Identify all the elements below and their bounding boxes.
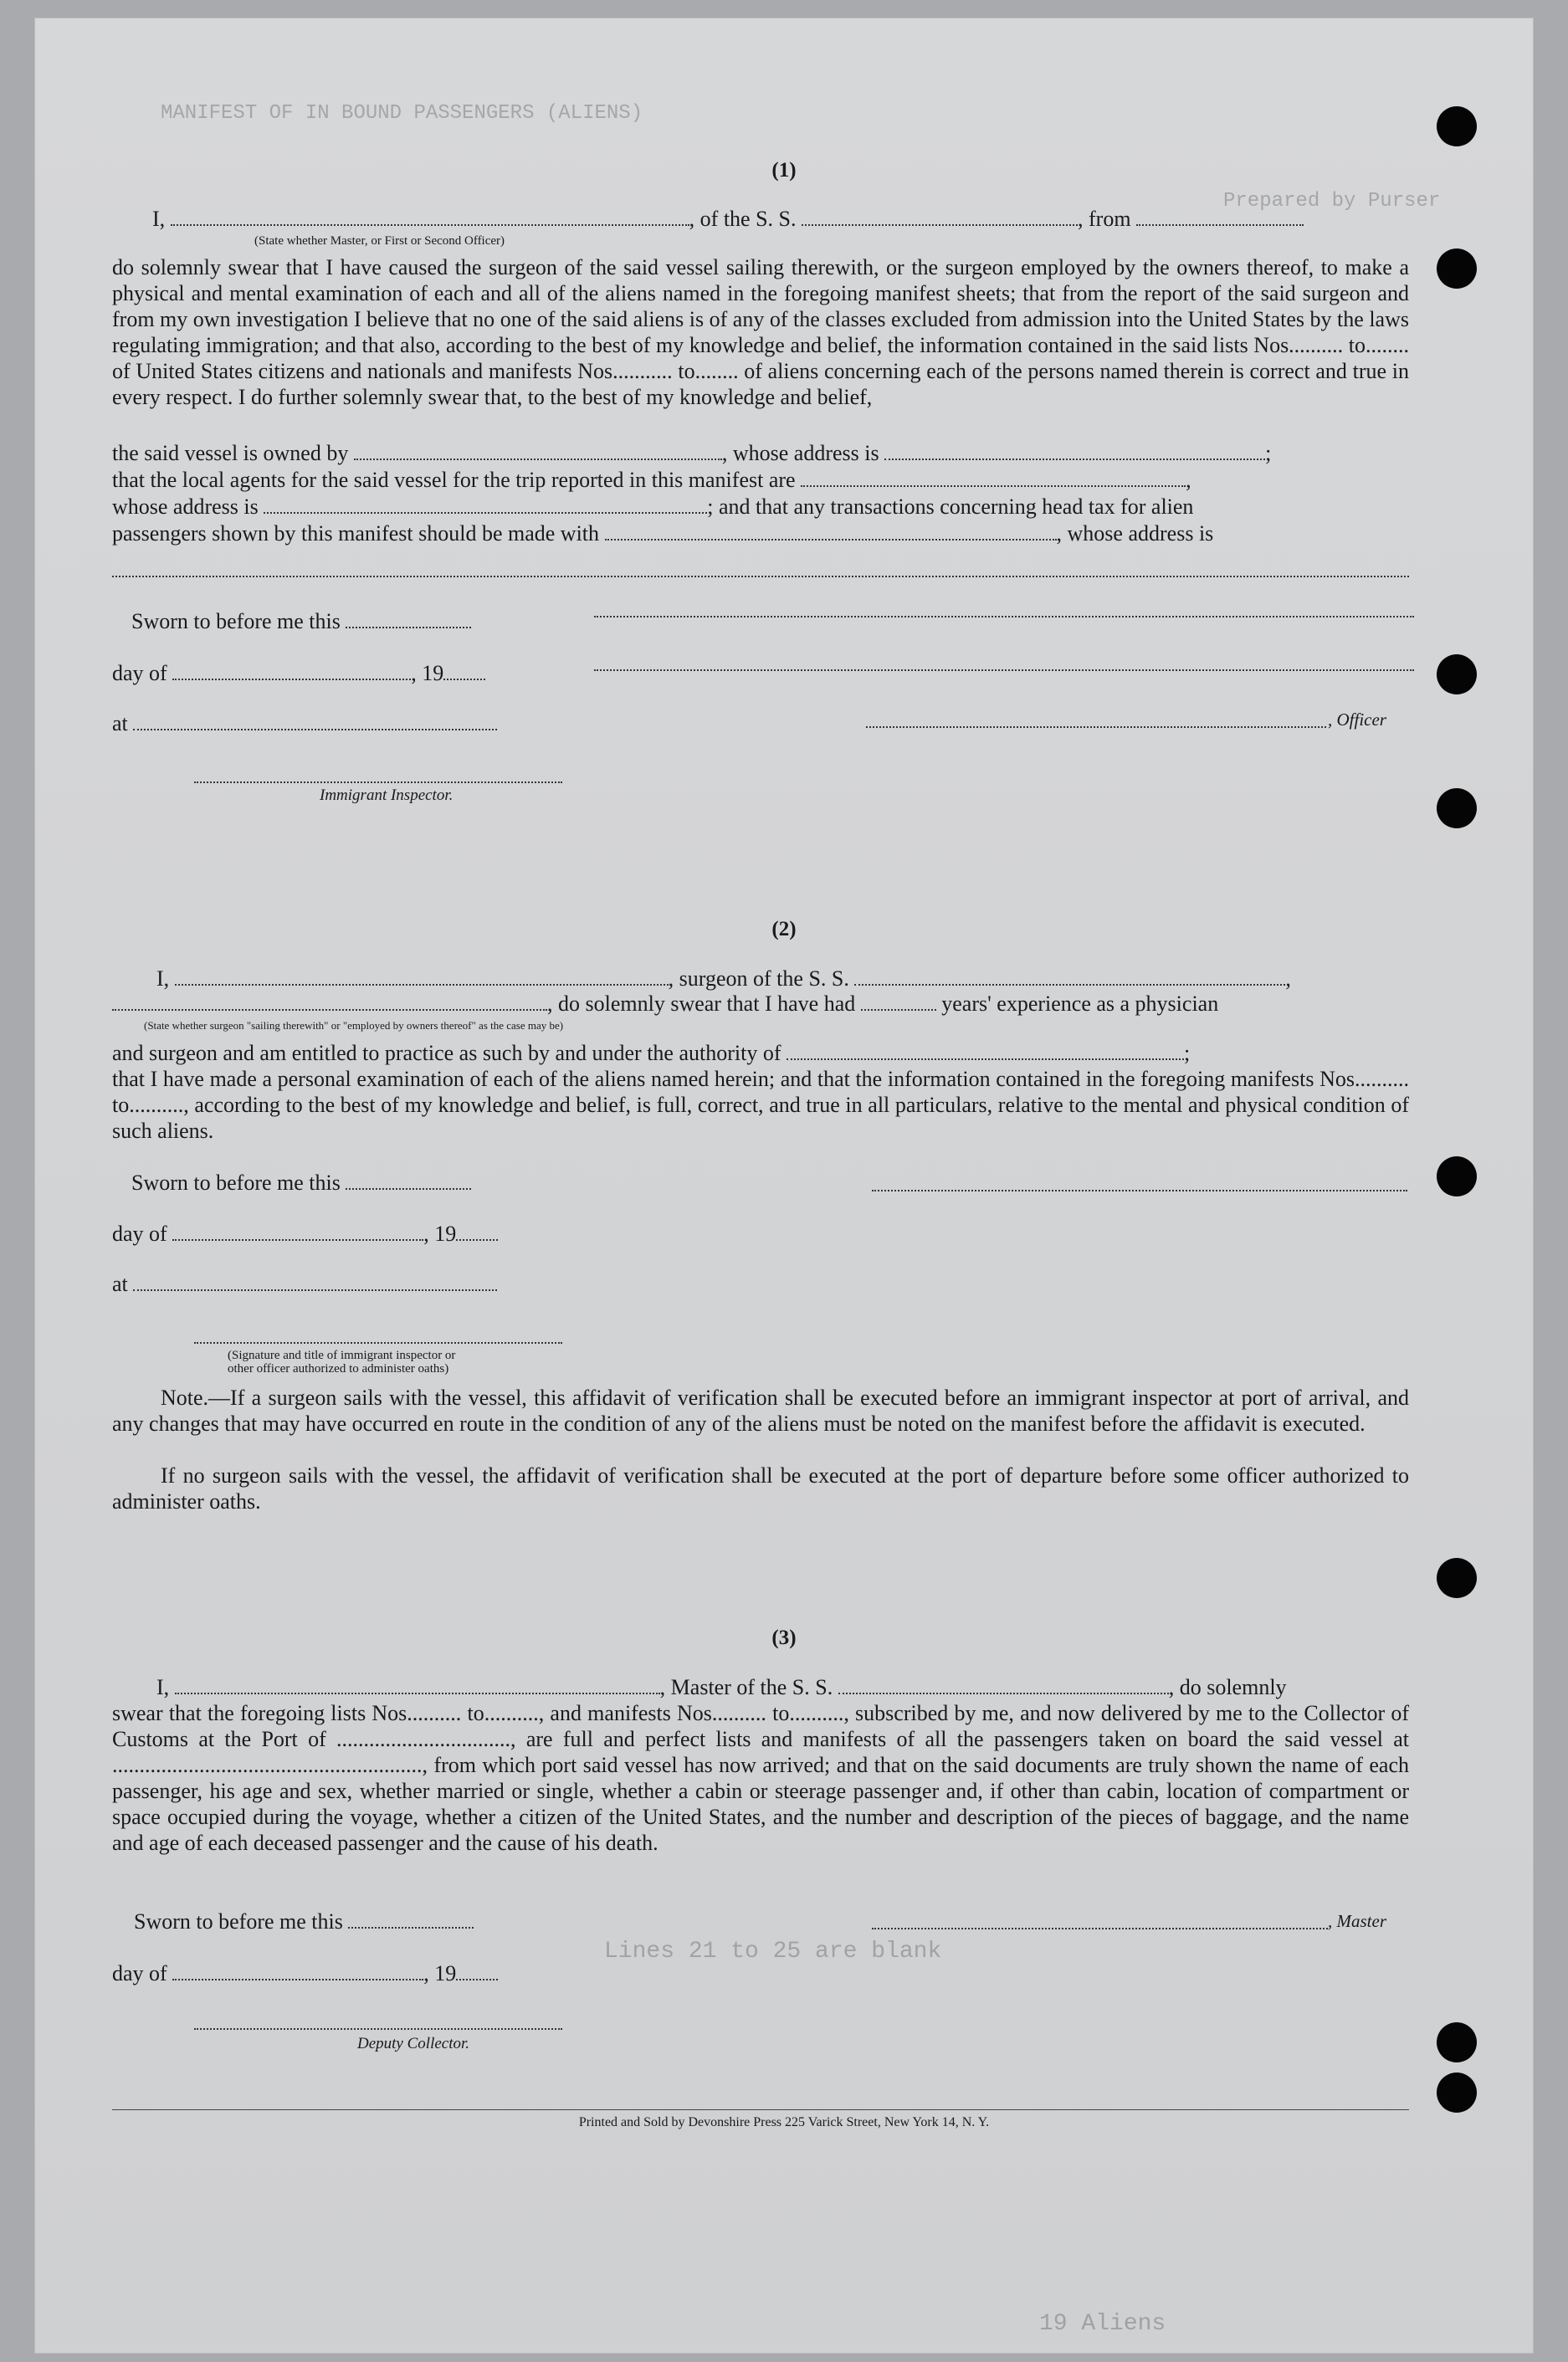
section-3-paragraph: swear that the foregoing lists Nos.......... to.........., and manifests Nos.......... to.........., subscribed by me, and now delivered by me to the Collector of Customs at the Port of ................................, are full and perfect lists and manifests of all the passengers taken on board the said vessel at ........................................................., from which port said vessel has now arrived; and that on the said documents are truly shown the name of each passenger, his age and sex, whether married or single, whether a cabin or steerage passenger and, if other than cabin, location of compartment or space occupied during the voyage, whether a citizen of the United States, and the number and description of the pieces of baggage, and the name and age of each deceased passenger and the cause of his death. [112,1701,1409,1855]
officer-name-field[interactable] [171,209,689,226]
master-vessel-field[interactable] [838,1678,1169,1694]
oath-officer-note-2: other officer authorized to administer oaths) [228,1362,449,1376]
punch-hole [1437,248,1477,289]
agents-address-field[interactable] [264,497,707,514]
sworn-line-2: Sworn to before me this [131,1171,1428,1196]
owned-by-line: the said vessel is owned by , whose address is ; [112,441,1272,465]
agents-field[interactable] [801,470,1186,487]
master-label: , Master [1328,1911,1386,1931]
punch-hole [1437,788,1477,828]
officer-signature-line[interactable] [866,726,1326,728]
vessel-name-field[interactable] [802,209,1078,226]
owner-address-field[interactable] [884,443,1265,460]
master-signature-line[interactable] [872,1928,1328,1929]
section-1-paragraph: do solemnly swear that I have caused the surgeon of the said vessel sailing therewith, or the surgeon employed by the owners thereof, to make a physical and mental examination of each and all of the aliens named in the foregoing manifest sheets; that from the report of the said surgeon and from my own investigation I believe that no one of the said aliens is of any of the classes excluded from admission into the United States by the laws regulating immigration; and that also, according to the best of my knowledge and belief, the information contained in the said lists Nos.......... to........ of United States citizens and nationals and manifests Nos........... to........ of aliens concerning each of the persons named therein is correct and true in every respect. I do further solemnly swear that, to the best of my knowledge and belief, [112,255,1409,409]
bleed-through-blank-lines: Lines 21 to 25 are blank [604,1939,942,1965]
sworn-date-field-1[interactable] [346,612,471,628]
punch-hole [1437,106,1477,146]
section-2-paragraph: that I have made a personal examination of each of the aliens named herein; and that the information contained in the foregoing manifests Nos.......... to.........., according to the best of my knowledge and belief, is full, correct, and true in all particulars, relative to the mental and physical condition of such aliens. [112,1067,1409,1143]
from-port-field[interactable] [1136,209,1304,226]
oath-officer-signature-line[interactable] [194,1342,562,1344]
punch-hole [1437,1156,1477,1196]
sworn-date-field-3[interactable] [348,1912,474,1929]
collector-signature-line[interactable] [194,2028,562,2030]
surgeon-status-field[interactable] [112,994,547,1011]
sworn-line-1: Sworn to before me this [131,609,1428,634]
label-of-ss: , of the S. S. [689,207,797,231]
note-paragraph-2: If no surgeon sails with the vessel, the affidavit of verification shall be executed at the port of departure before some officer authorized to administer oaths. [112,1463,1409,1514]
year-field-3[interactable] [456,1964,498,1980]
section-2-line-2: , do solemnly swear that I have had years' experience as a physician [112,991,1409,1017]
at-line-1: at [112,711,1409,736]
master-name-field[interactable] [175,1678,660,1694]
section-2-heading: (2) [771,918,797,940]
day-of-line-1: day of , 19 [112,661,1409,686]
years-experience-field[interactable] [861,994,936,1011]
day-of-line-2: day of , 19 [112,1222,1409,1247]
agents-address-line: whose address is ; and that any transactions concerning head tax for alien [112,494,1194,519]
punch-hole [1437,1558,1477,1598]
head-tax-line: passengers shown by this manifest should be made with , whose address is [112,521,1214,546]
sworn-line-3: Sworn to before me this [134,1909,1431,1934]
officer-note: (State whether Master, or First or Second Officer) [254,234,505,248]
immigrant-inspector-label: Immigrant Inspector. [320,786,453,804]
section-2-line-1: I, , surgeon of the S. S. , [156,966,1291,991]
at-field-1[interactable] [133,714,497,730]
bleed-through-header: MANIFEST OF IN BOUND PASSENGERS (ALIENS) [161,102,643,125]
day-of-line-3: day of , 19 [112,1961,1409,1986]
punch-hole [1437,654,1477,694]
year-field-2[interactable] [456,1224,498,1241]
surgeon-name-field[interactable] [175,969,669,986]
authority-field[interactable] [787,1043,1184,1060]
owner-field[interactable] [354,443,722,460]
surgeon-vessel-field[interactable] [854,969,1285,986]
day-field-1[interactable] [172,664,411,680]
signature-line-officer-top[interactable] [594,616,1414,617]
oath-officer-note-1: (Signature and title of immigrant inspector or [228,1349,456,1362]
footer-rule [112,2109,1409,2110]
section-1-line-1 [152,207,1449,232]
day-field-2[interactable] [172,1224,423,1241]
punch-hole [1437,2073,1477,2113]
section-3-heading: (3) [771,1627,797,1649]
bleed-through-aliens-count: 19 Aliens [1039,2311,1166,2337]
deputy-collector-label: Deputy Collector. [357,2035,470,2052]
head-tax-party-field[interactable] [605,524,1057,541]
section-2-line-3: and surgeon and am entitled to practice as such by and under the authority of ; [112,1041,1191,1065]
officer-label: , Officer [1328,710,1386,730]
inspector-signature-line[interactable] [194,781,562,783]
document-page [35,18,1533,2353]
at-line-2: at [112,1272,1409,1297]
address-continuation-line[interactable] [112,576,1409,577]
agents-line: that the local agents for the said vessel for the trip reported in this manifest are , [112,468,1191,492]
surgeon-status-note: (State whether surgeon "sailing therewith" or "employed by owners thereof" as the case may be) [144,1019,564,1032]
signature-line-officer-mid[interactable] [594,669,1414,671]
section-3-line-1: I, , Master of the S. S. , do solemnly [156,1675,1287,1699]
label-from: , from [1078,207,1131,231]
surgeon-signature-line[interactable] [872,1190,1407,1191]
section-1-heading: (1) [771,159,797,182]
year-field-1[interactable] [443,664,485,680]
bleed-through-purser: Prepared by Purser [1223,190,1441,213]
note-paragraph-1: Note.—If a surgeon sails with the vessel, this affidavit of verification shall be executed before an immigrant inspector at port of arrival, and any changes that may have occurred en route in the condition of any of the aliens must be noted on the manifest before the affidavit is executed. [112,1386,1409,1436]
sworn-date-field-2[interactable] [346,1173,471,1190]
day-field-3[interactable] [172,1964,423,1980]
label-i: I, [152,207,166,231]
at-field-2[interactable] [133,1274,497,1291]
printer-credit: Printed and Sold by Devonshire Press 225 Varick Street, New York 14, N. Y. [578,2115,990,2129]
punch-hole [1437,2022,1477,2062]
